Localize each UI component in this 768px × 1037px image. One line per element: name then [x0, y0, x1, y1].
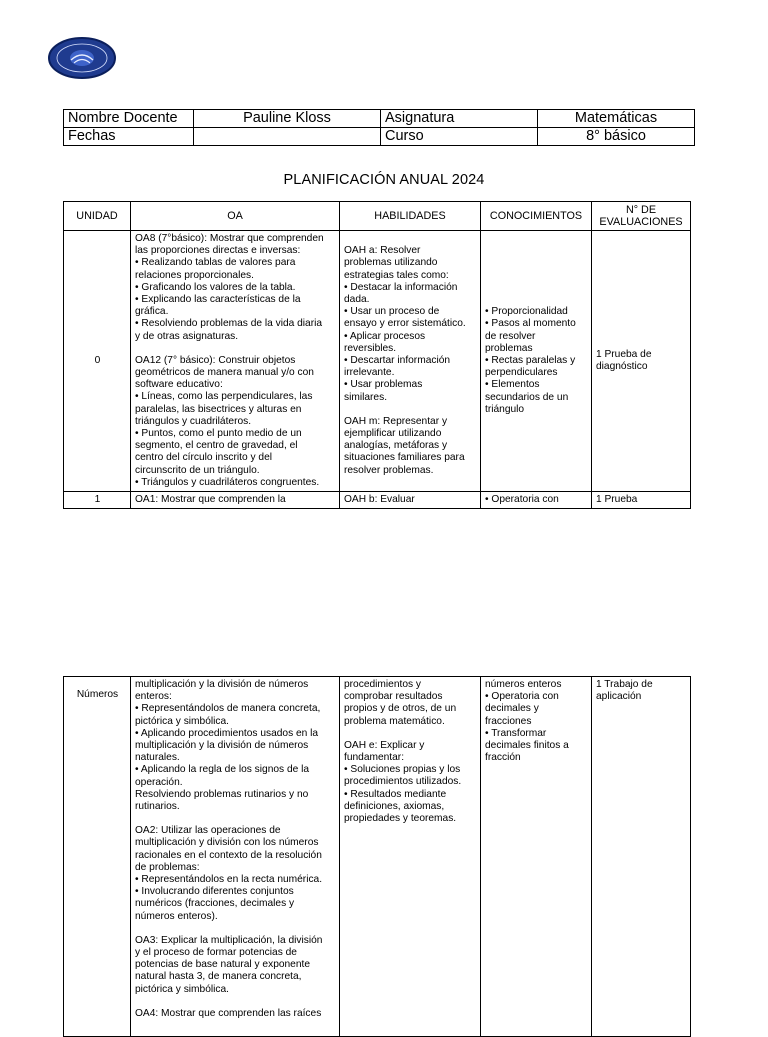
- conocimientos-cell: [481, 677, 592, 1037]
- text-line: números enteros: [485, 679, 562, 690]
- text-line: 1 Prueba: [596, 494, 638, 506]
- text-line: problemas utilizando: [344, 257, 438, 269]
- habilidades-cell: [340, 231, 481, 492]
- text-line: analogías, metáforas y: [344, 440, 448, 452]
- text-line: triángulo: [485, 403, 525, 415]
- text-line: multiplicación y división con los números: [135, 837, 319, 849]
- text-line: propiedades y teoremas.: [344, 813, 457, 825]
- text-line: pictórica y simbólica.: [135, 715, 229, 727]
- asignatura-value: Matemáticas: [538, 110, 695, 128]
- text-line: OA4: Mostrar que comprenden las raíces: [135, 1007, 322, 1019]
- line-gap: [135, 923, 336, 935]
- text-line: resolver problemas.: [344, 464, 434, 476]
- text-line: fracción: [485, 752, 521, 764]
- text-line: • Proporcionalidad: [485, 306, 568, 318]
- text-line: reversibles.: [344, 342, 397, 354]
- text-line: y el proceso de formar potencias de: [135, 947, 297, 959]
- text-line: • Aplicar procesos: [344, 330, 426, 342]
- text-line: irrelevante.: [344, 367, 395, 379]
- text-line: • Puntos, como el punto medio de un: [135, 428, 302, 440]
- curso-value: 8° básico: [538, 128, 695, 146]
- text-line: situaciones familiares para: [344, 452, 465, 464]
- text-line: OA1: Mostrar que comprenden la: [135, 494, 286, 506]
- text-line: • Graficando los valores de la tabla.: [135, 281, 296, 293]
- text-line: dada.: [344, 294, 370, 306]
- table-row: [64, 231, 691, 492]
- text-line: multiplicación y la división de números: [135, 679, 309, 690]
- text-line: operación.: [135, 776, 183, 788]
- header-evaluaciones: [592, 202, 691, 231]
- evaluaciones-cell: [592, 492, 691, 509]
- header-unidad: UNIDAD: [64, 202, 131, 231]
- text-line: decimales y: [485, 703, 539, 715]
- text-line: • Operatoria con: [485, 494, 559, 506]
- conocimientos-cell: [481, 492, 592, 509]
- text-line: naturales.: [135, 752, 180, 764]
- text-line: gráfica.: [135, 306, 169, 318]
- text-line: OA2: Utilizar las operaciones de: [135, 825, 281, 837]
- text-line: • Descartar información: [344, 355, 451, 367]
- text-line: • Aplicando procedimientos usados en la: [135, 727, 319, 739]
- line-gap: [135, 996, 336, 1008]
- text-line: decimales finitos a: [485, 740, 569, 752]
- text-line: • Triángulos y cuadriláteros congruentes.: [135, 476, 320, 488]
- text-line: • Líneas, como las perpendiculares, las: [135, 391, 313, 403]
- text-line: segmento, el centro de gravedad, el: [135, 440, 298, 452]
- text-line: 1 Prueba de: [596, 348, 652, 360]
- text-line: OAH e: Explicar y: [344, 739, 425, 751]
- text-line: de problemas:: [135, 861, 200, 873]
- text-line: • Representándolos en la recta numérica.: [135, 874, 323, 886]
- line-gap: [135, 343, 336, 355]
- asignatura-label: Asignatura: [381, 110, 538, 128]
- evaluaciones-cell: [592, 677, 691, 1037]
- oa-cell: [131, 231, 340, 492]
- text-line: relaciones proporcionales.: [135, 269, 254, 281]
- text-line: • Destacar la información: [344, 281, 458, 293]
- text-line: definiciones, axiomas,: [344, 800, 445, 812]
- text-line: • Usar un proceso de: [344, 306, 440, 318]
- habilidades-cell: [340, 492, 481, 509]
- header-evaluaciones-line-2: EVALUACIONES: [599, 216, 683, 228]
- text-line: OA12 (7° básico): Construir objetos: [135, 354, 296, 366]
- text-line: • Realizando tablas de valores para: [135, 257, 296, 269]
- text-line: OA8 (7°básico): Mostrar que comprenden: [135, 233, 324, 244]
- unidad-cell: 0: [64, 231, 131, 492]
- text-line: enteros:: [135, 691, 172, 703]
- text-line: problemas: [485, 342, 533, 354]
- table-row: [64, 492, 691, 509]
- unidad-cell: 1: [64, 492, 131, 509]
- text-line: OA3: Explicar la multiplicación, la división: [135, 934, 323, 946]
- text-line: perpendiculares: [485, 367, 558, 379]
- text-line: 1 Trabajo de: [596, 679, 653, 690]
- evaluaciones-cell: [592, 231, 691, 492]
- planning-table: [63, 201, 691, 509]
- docente-value: Pauline Kloss: [194, 110, 381, 128]
- text-line: circunscrito de un triángulo.: [135, 464, 260, 476]
- text-line: software educativo:: [135, 379, 223, 391]
- text-line: geométricos de manera manual y/o con: [135, 367, 314, 379]
- header-conocimientos: CONOCIMIENTOS: [481, 202, 592, 231]
- header-habilidades: HABILIDADES: [340, 202, 481, 231]
- text-line: ensayo y error sistemático.: [344, 318, 466, 330]
- conocimientos-cell: [481, 231, 592, 492]
- header-oa: OA: [131, 202, 340, 231]
- text-line: • Resultados mediante: [344, 788, 447, 800]
- text-line: • Usar problemas: [344, 379, 423, 391]
- header-evaluaciones-line-1: N° DE: [625, 203, 657, 216]
- page-title: PLANIFICACIÓN ANUAL 2024: [283, 172, 485, 188]
- text-line: de resolver: [485, 330, 536, 342]
- line-gap: [344, 728, 477, 740]
- curso-label: Curso: [381, 128, 538, 146]
- school-logo: [47, 36, 117, 80]
- line-gap: [135, 813, 336, 825]
- text-line: centro del círculo inscrito y del: [135, 452, 273, 464]
- habilidades-cell: [340, 677, 481, 1037]
- text-line: y de otras asignaturas.: [135, 330, 239, 342]
- text-line: • Aplicando la regla de los signos de la: [135, 764, 310, 776]
- text-line: • Resolviendo problemas de la vida diaria: [135, 318, 323, 330]
- text-line: • Pasos al momento: [485, 318, 576, 330]
- line-gap: [344, 404, 477, 416]
- text-line: numéricos (fracciones, decimales y: [135, 898, 295, 910]
- table-row: [64, 677, 691, 1037]
- text-line: • Soluciones propias y los: [344, 764, 461, 776]
- text-line: aplicación: [596, 691, 642, 703]
- teacher-info-table: [63, 109, 695, 146]
- oa-cell: [131, 677, 340, 1037]
- text-line: números enteros).: [135, 910, 218, 922]
- text-line: Resolviendo problemas rutinarios y no: [135, 788, 309, 800]
- text-line: • Transformar: [485, 727, 547, 739]
- text-line: propios y de otros, de un: [344, 703, 457, 715]
- text-line: • Involucrando diferentes conjuntos: [135, 886, 294, 898]
- text-line: comprobar resultados: [344, 691, 443, 703]
- planning-table-continued: [63, 676, 691, 1037]
- text-line: fracciones: [485, 715, 532, 727]
- text-line: triángulos y cuadriláteros.: [135, 415, 252, 427]
- unidad-cell: Números: [64, 677, 131, 1037]
- oa-cell: [131, 492, 340, 509]
- text-line: • Explicando las características de la: [135, 294, 301, 306]
- text-line: racionales en el contexto de la resolución: [135, 849, 322, 861]
- text-line: rutinarios.: [135, 801, 180, 813]
- text-line: problema matemático.: [344, 715, 445, 727]
- fechas-label: Fechas: [64, 128, 194, 146]
- text-line: • Representándolos de manera concreta,: [135, 703, 321, 715]
- text-line: estrategias tales como:: [344, 269, 449, 281]
- text-line: procedimientos y: [344, 679, 422, 690]
- text-line: OAH a: Resolver: [344, 245, 421, 257]
- text-line: secundarios de un: [485, 391, 569, 403]
- fechas-value: [194, 128, 381, 146]
- text-line: OAH m: Representar y: [344, 415, 448, 427]
- text-line: natural hasta 3, de manera concreta,: [135, 971, 302, 983]
- text-line: pictórica y simbólica.: [135, 983, 229, 995]
- docente-label: Nombre Docente: [64, 110, 194, 128]
- text-line: potencias de base natural y exponente: [135, 959, 311, 971]
- text-line: • Operatoria con: [485, 691, 559, 703]
- text-line: diagnóstico: [596, 361, 648, 373]
- text-line: las proporciones directas e inversas:: [135, 245, 301, 257]
- text-line: • Rectas paralelas y: [485, 354, 576, 366]
- text-line: ejemplificar utilizando: [344, 428, 442, 440]
- text-line: fundamentar:: [344, 752, 405, 764]
- text-line: • Elementos: [485, 379, 540, 391]
- text-line: OAH b: Evaluar: [344, 494, 415, 506]
- text-line: multiplicación y la división de números: [135, 740, 309, 752]
- text-line: similares.: [344, 391, 388, 403]
- text-line: paralelas, las bisectrices y alturas en: [135, 403, 302, 415]
- text-line: procedimientos utilizados.: [344, 776, 462, 788]
